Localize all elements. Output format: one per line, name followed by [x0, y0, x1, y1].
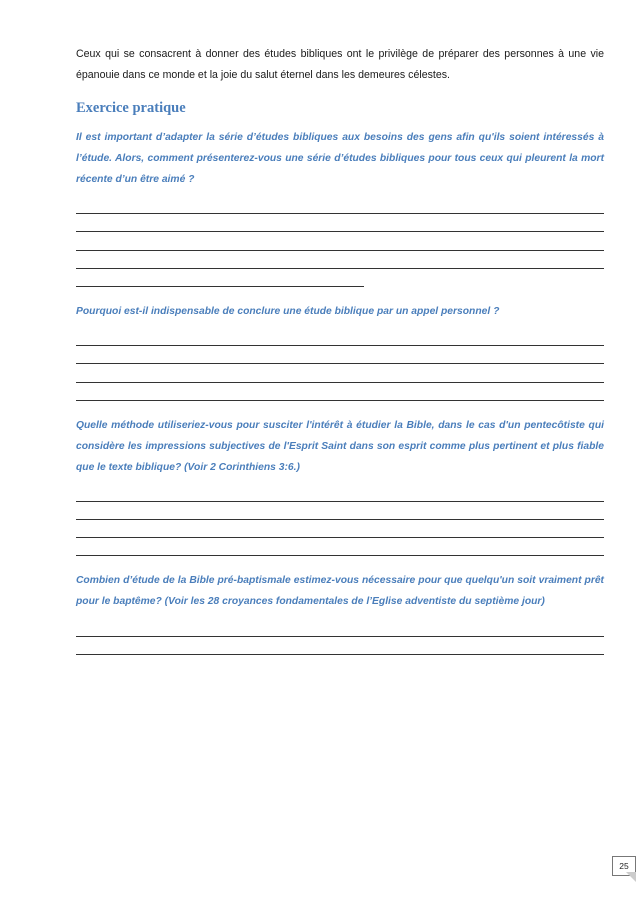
answer-line[interactable] — [76, 364, 604, 382]
answer-lines-4[interactable] — [76, 618, 604, 654]
section-title: Exercice pratique — [76, 100, 186, 116]
page-curl-icon — [626, 872, 636, 882]
question-1: Il est important d’adapter la série d’études bibliques aux besoins des gens afin qu'ils soient intéressés à l’étude. Alors, comment présenterez-vous une série d’études bibliques pour tous ceux qui pleurent la mort récente d’un être aimé ? — [76, 132, 604, 185]
question-3: Quelle méthode utiliseriez-vous pour susciter l'intérêt à étudier la Bible, dans le cas d'un pentecôtiste qui considère les impressions subjectives de l'Esprit Saint dans son esprit comme plus pertinent et plus fiable que le texte biblique? (Voir 2 Corinthiens 3:6.) — [76, 419, 604, 473]
answer-line[interactable] — [76, 520, 604, 538]
answer-lines-3[interactable] — [76, 484, 604, 557]
answer-line[interactable] — [76, 484, 604, 502]
answer-line[interactable] — [76, 214, 604, 232]
answer-line[interactable] — [76, 328, 604, 346]
answer-line[interactable] — [76, 538, 604, 556]
question-2: Pourquoi est-il indispensable de conclure une étude biblique par un appel personnel ? — [76, 305, 500, 317]
answer-line[interactable] — [76, 502, 604, 520]
answer-line[interactable] — [76, 232, 604, 250]
document-page — [76, 44, 604, 669]
answer-line[interactable] — [76, 346, 604, 364]
answer-line[interactable] — [76, 618, 604, 636]
question-4: Combien d’étude de la Bible pré-baptismale estimez-vous nécessaire pour que quelqu'un soit vraiment prêt pour le baptême? (Voir les 28 croyances fondamentales de l’Eglise adventiste du septième jour) — [76, 575, 604, 608]
answer-lines-1[interactable] — [76, 196, 604, 287]
page-number: 25 — [612, 856, 636, 876]
answer-line[interactable] — [76, 637, 604, 655]
answer-line[interactable] — [76, 251, 604, 269]
answer-line[interactable] — [76, 383, 604, 401]
answer-line[interactable] — [76, 269, 364, 287]
intro-paragraph: Ceux qui se consacrent à donner des études bibliques ont le privilège de préparer des personnes à une vie épanouie dans ce monde et la joie du salut éternel dans les demeures célestes. — [76, 48, 604, 81]
answer-line[interactable] — [76, 196, 604, 214]
answer-lines-2[interactable] — [76, 328, 604, 401]
